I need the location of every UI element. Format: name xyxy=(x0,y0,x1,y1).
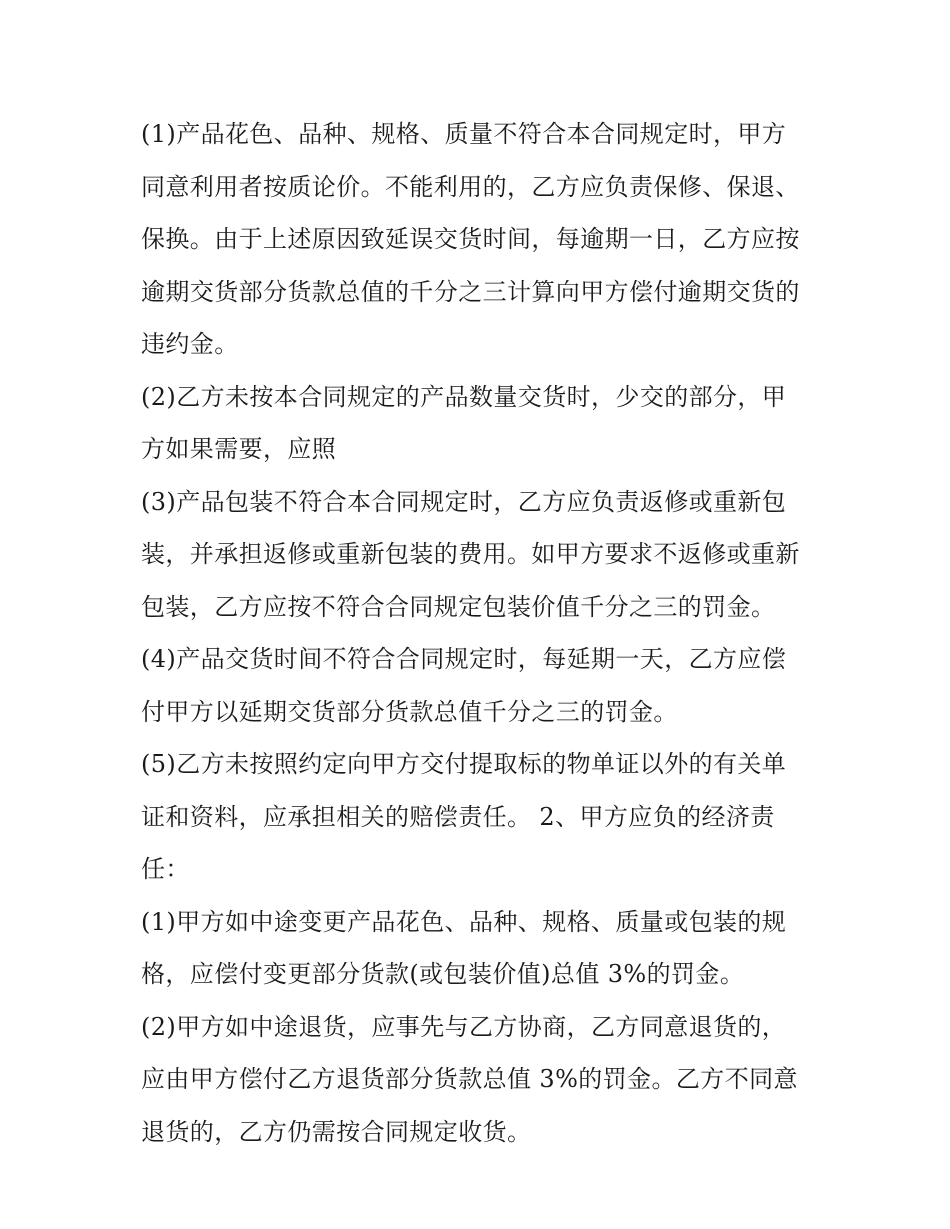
text-line: 退货的，乙方仍需按合同规定收货。 xyxy=(141,1117,532,1146)
text-line: (5)乙方未按照约定向甲方交付提取标的物单证以外的有关单 xyxy=(141,750,787,778)
text-line: (1)产品花色、品种、规格、质量不符合本合同规定时，甲方 xyxy=(141,120,787,148)
text-line: 证和资料，应承担相关的赔偿责任。 2、甲方应负的经济责 xyxy=(141,802,775,831)
text-line: 付甲方以延期交货部分货款总值千分之三的罚金。 xyxy=(141,697,678,726)
text-line: 违约金。 xyxy=(141,330,239,358)
text-line: 保换。由于上述原因致延误交货时间，每逾期一日，乙方应按 xyxy=(141,225,800,253)
text-line: 同意利用者按质论价。不能利用的，乙方应负责保修、保退、 xyxy=(141,172,800,201)
text-line: 方如果需要，应照 xyxy=(141,435,337,463)
text-line: (1)甲方如中途变更产品花色、品种、规格、质量或包装的规 xyxy=(141,907,787,936)
text-line: 任： xyxy=(141,855,190,883)
text-line: (3)产品包装不符合本合同规定时，乙方应负责返修或重新包 xyxy=(141,487,787,516)
text-line: (2)乙方未按本合同规定的产品数量交货时，少交的部分，甲 xyxy=(141,382,787,411)
text-line: (4)产品交货时间不符合合同规定时，每延期一天，乙方应偿 xyxy=(141,645,787,673)
text-line: 格，应偿付变更部分货款(或包装价值)总值 3%的罚金。 xyxy=(141,960,745,988)
text-line: 应由甲方偿付乙方退货部分货款总值 3%的罚金。乙方不同意 xyxy=(141,1065,798,1093)
text-line: (2)甲方如中途退货，应事先与乙方协商，乙方同意退货的， xyxy=(141,1012,787,1041)
text-line: 逾期交货部分货款总值的千分之三计算向甲方偿付逾期交货的 xyxy=(141,277,800,306)
text-line: 装，并承担返修或重新包装的费用。如甲方要求不返修或重新 xyxy=(141,540,800,568)
document-body xyxy=(141,108,821,1158)
text-line: 包装，乙方应按不符合合同规定包装价值千分之三的罚金。 xyxy=(141,592,776,621)
